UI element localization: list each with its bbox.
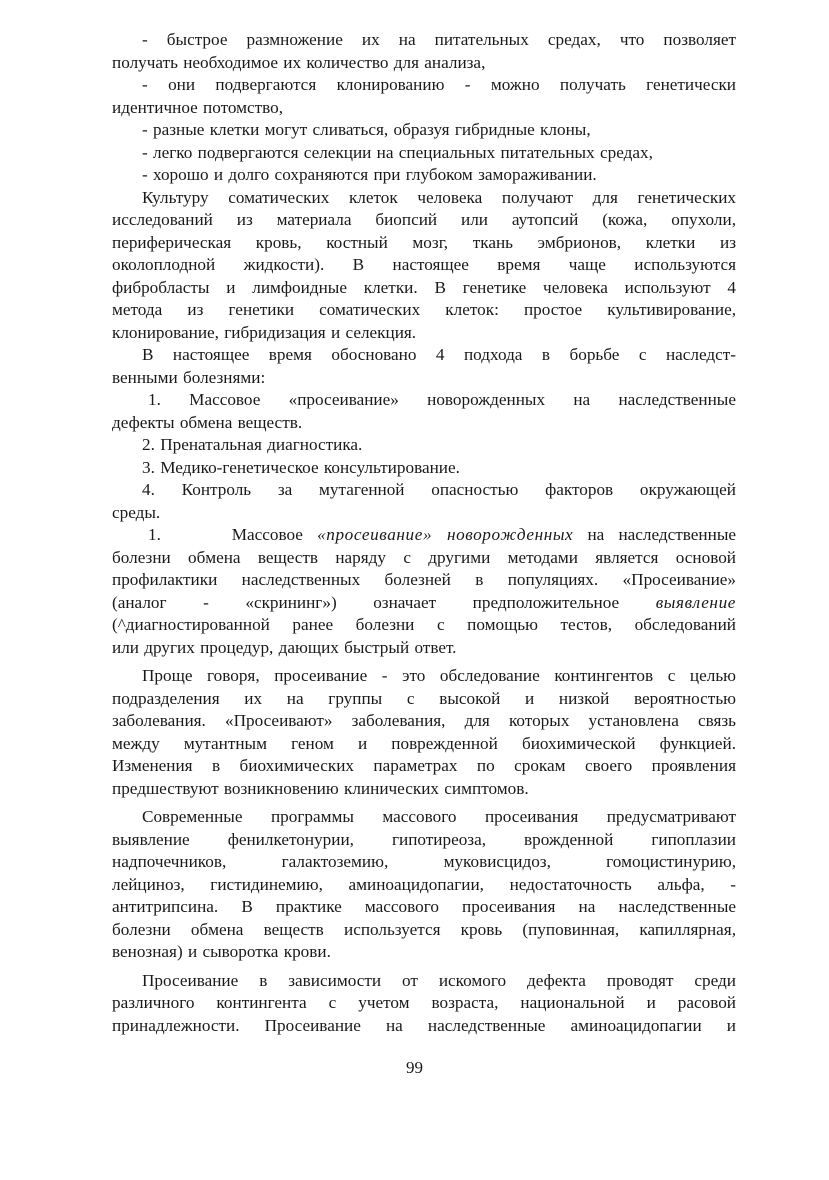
text-span: 1. Массовое (148, 525, 318, 544)
text-line: метода из генетики соматических клеток: простое культивирование, (112, 300, 736, 319)
paragraph (112, 970, 736, 1038)
bullet-item: - хорошо и долго сохраняются при глубоком замораживании. (142, 165, 597, 184)
text-line: Культуру соматических клеток человека получают для генетических (142, 187, 736, 207)
text-line: среды. (112, 502, 161, 522)
text-line: Просеивание в зависимости от искомого дефекта проводят среди (142, 970, 736, 990)
text-line: 4. Контроль за мутагенной опасностью факторов окружающей (142, 480, 736, 499)
emphasis-text: «просеивание» новорожденных (317, 525, 574, 544)
text-line: подразделения их на группы с высокой и низкой вероятностью (112, 688, 736, 708)
page-text (112, 29, 736, 1037)
text-line: предшествуют возникновению клинических симптомов. (112, 778, 529, 798)
page-number: 99 (406, 1058, 423, 1077)
text-line: - быстрое размножение их на питательных средах, что позволяет (142, 30, 736, 49)
text-line: 1. Массовое «просеивание» новорожденных на наследственные (148, 390, 736, 409)
bullet-item (112, 29, 736, 74)
text-line: дефекты обмена веществ. (112, 412, 303, 432)
text-line: принадлежности. Просеивание на наследственные аминоацидопагии и (112, 1015, 736, 1035)
text-line: или других процедур, дающих быстрый ответ. (112, 637, 457, 657)
text-line: антитрипсина. В практике массового просеивания на наследственные (112, 897, 736, 916)
bullet-item (112, 74, 736, 119)
text-line: выявление фенилкетонурии, гипотиреоза, врожденной гипоплазии (112, 829, 736, 849)
numbered-item (112, 389, 736, 434)
text-line: периферическая кровь, костный мозг, ткань эмбрионов, клетки из (112, 232, 736, 252)
paragraph (112, 665, 736, 800)
text-line: (^диагностированной ранее болезни с помощью тестов, обследований (112, 615, 736, 634)
text-line: околоплодной жидкости). В настоящее время чаще используются (112, 255, 736, 274)
text-line: идентичное потомство, (112, 97, 284, 117)
text-line: заболевания. «Просеивают» заболевания, для которых установлена связь (112, 711, 736, 730)
text-line: получать необходимое их количество для анализа, (112, 52, 486, 72)
emphasis-text: выявление (655, 592, 736, 612)
text-line: клонирование, гибридизация и селекция. (112, 322, 417, 342)
bullet-item: - разные клетки могут сливаться, образуя гибридные клоны, (142, 120, 591, 139)
text-line: - они подвергаются клонированию - можно получать генетически (142, 75, 736, 94)
text-span: (аналог - «скрининг») означает предположительное (112, 592, 656, 612)
text-line: различного контингента с учетом возраста, национальной и расовой (112, 993, 736, 1012)
text-line: исследований из материала биопсий или аутопсий (кожа, опухоли, (112, 210, 736, 229)
text-line: Современные программы массового просеивания предусматривают (142, 807, 736, 826)
text-line: болезни обмена веществ используется кровь (пуповинная, капиллярная, (112, 919, 736, 939)
text-line: венозная) и сыворотка крови. (112, 942, 331, 961)
text-line: надпочечников, галактоземию, муковисцидоз, гомоцистинурию, (112, 852, 736, 871)
bullet-item: - легко подвергаются селекции на специальных питательных средах, (142, 142, 653, 162)
numbered-item: 2. Пренатальная диагностика. (142, 435, 363, 454)
text-line: болезни обмена веществ наряду с другими методами является основой (112, 547, 736, 567)
text-line: лейциноз, гистидинемию, аминоацидопагии, недостаточность альфа, - (112, 874, 736, 894)
paragraph (112, 806, 736, 964)
text-line: Изменения в биохимических параметрах по срокам своего проявления (112, 756, 736, 775)
paragraph (112, 344, 736, 389)
text-line: Проще говоря, просеивание - это обследование контингентов с целью (142, 666, 736, 685)
text-line (112, 592, 736, 615)
text-line (112, 524, 736, 547)
numbered-item (112, 479, 736, 524)
text-span: на наследственные (573, 525, 736, 544)
text-line: фибробласты и лимфоидные клетки. В генетике человека используют 4 (112, 277, 736, 297)
text-line: между мутантным геном и поврежденной биохимической функцией. (112, 733, 736, 753)
paragraph (112, 187, 736, 345)
text-line: В настоящее время обосновано 4 подхода в борьбе с наследст- (142, 345, 736, 364)
text-line: венными болезнями: (112, 367, 266, 387)
paragraph (112, 524, 736, 659)
numbered-item: 3. Медико-генетическое консультирование. (142, 457, 460, 477)
text-line: профилактики наследственных болезней в популяциях. «Просеивание» (112, 570, 736, 589)
